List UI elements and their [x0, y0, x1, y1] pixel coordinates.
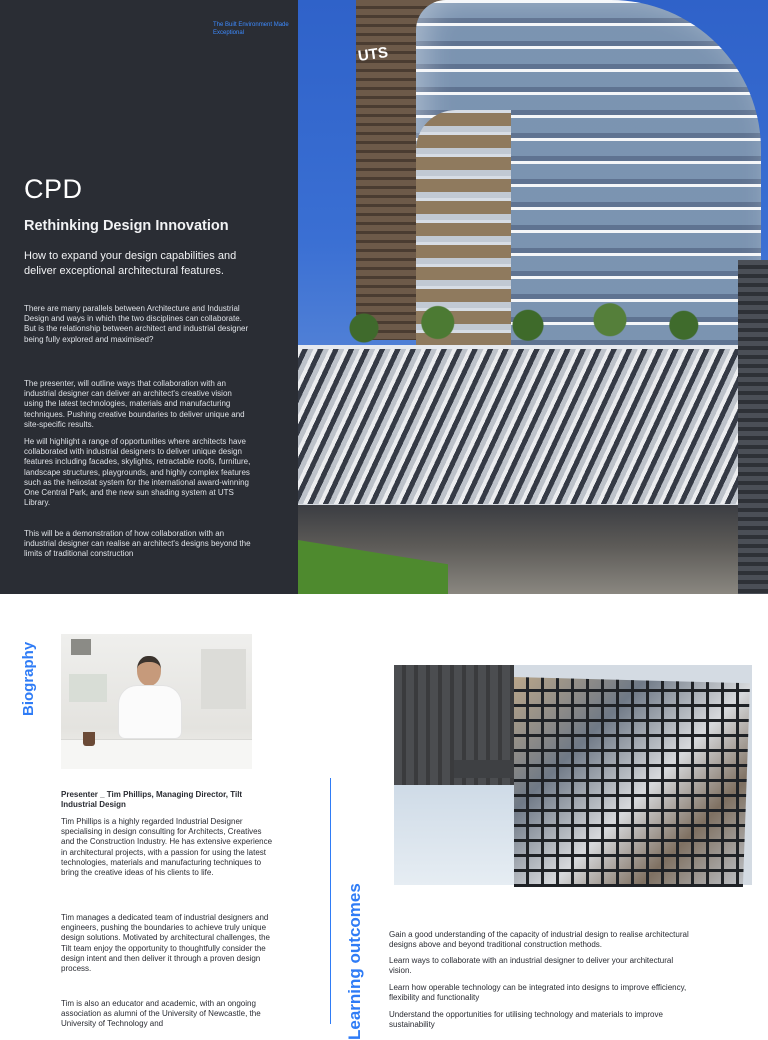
- wall-sketch-left: [69, 674, 107, 702]
- lead-text: How to expand your design capabilities and deliver exceptional architectural features.: [24, 250, 237, 277]
- learning-outcome-item: Gain a good understanding of the capacity of industrial design to realise architectural designs above and beyond traditional construction methods.: [389, 930, 689, 950]
- wall-sketch-right: [201, 649, 246, 709]
- wall-frame: [71, 639, 91, 655]
- presenter-paragraph: The presenter, will outline ways that collaboration with an industrial designer can deliver an architect's creative vision using the latest technologies, materials and manufacturing techniques. Pushing creative boundaries to deliver unique and site-specific results.: [24, 379, 245, 429]
- section-divider: [330, 778, 331, 1024]
- opportunities-paragraph: He will highlight a range of opportunities where architects have collaborated with industrial designers to deliver unique design features including facades, skylights, retractable roofs, furniture, landscape structures, playgrounds, and highly complex features such as the heliostat system for the international award-winning One Central Park, and the new sun shading system at UTS Library.: [24, 437, 251, 508]
- sky: [394, 785, 516, 885]
- tagline: The Built Environment Made Exceptional: [213, 22, 289, 36]
- coffee-cup: [83, 732, 95, 746]
- cover-panel: [0, 0, 298, 594]
- adjacent-building: [738, 260, 768, 594]
- building-photo: [298, 0, 768, 594]
- biography-heading: Biography: [20, 641, 37, 716]
- bio-paragraph: Tim Phillips is a highly regarded Industrial Designer specialising in design consulting for Architects, Creatives and the Construction Industry. He has extensive experience in architectural projects, with a passion for using the latest technologies, materials and manufacturing techniques to bring the creative ideas of his clients to life.: [61, 817, 273, 878]
- page-title: CPD: [24, 174, 83, 204]
- presenter-credit: Presenter _ Tim Phillips, Managing Director, Tilt Industrial Design: [61, 790, 243, 809]
- page-subtitle: Rethinking Design Innovation: [24, 218, 229, 234]
- folded-facade: [298, 345, 738, 510]
- demonstration-paragraph: This will be a demonstration of how collaboration with an industrial designer can realise an architect's designs beyond the limits of traditional construction: [24, 529, 251, 559]
- intro-paragraph: There are many parallels between Architecture and Industrial Design and ways in which the two disciplines can collaborate. But is the relationship between architect and industrial designer being fully explored and maximised?: [24, 304, 249, 344]
- skybridge: [454, 760, 524, 778]
- tower-sign: UTS: [356, 43, 390, 66]
- bio-paragraph: Tim is also an educator and academic, with an ongoing association as alumni of the University of Newcastle, the University of Technology and: [61, 999, 261, 1029]
- facade-panels-photo: [394, 665, 752, 885]
- bio-paragraph: Tim manages a dedicated team of industrial designers and engineers, pushing the boundaries to achieve truly unique design solutions. Motivated by architectural challenges, the Tilt team enjoy the opportunity to thoughtfully consider the design intent and then deliver it through a proven design process.: [61, 913, 271, 974]
- reflective-panels: [514, 677, 750, 887]
- presenter-head: [137, 656, 161, 686]
- learning-outcome-item: Understand the opportunities for utilising technology and materials to improve sustainability: [389, 1010, 663, 1030]
- learning-outcome-item: Learn ways to collaborate with an industrial designer to deliver your architectural vision.: [389, 956, 674, 976]
- rooftop-trees: [323, 295, 733, 350]
- learning-outcomes-heading: Learning outcomes: [345, 883, 364, 1040]
- presenter-shirt: [119, 686, 181, 738]
- learning-outcome-item: Learn how operable technology can be integrated into designs to improve efficiency, flexibility and functionality: [389, 983, 687, 1003]
- presenter-photo: [61, 634, 252, 769]
